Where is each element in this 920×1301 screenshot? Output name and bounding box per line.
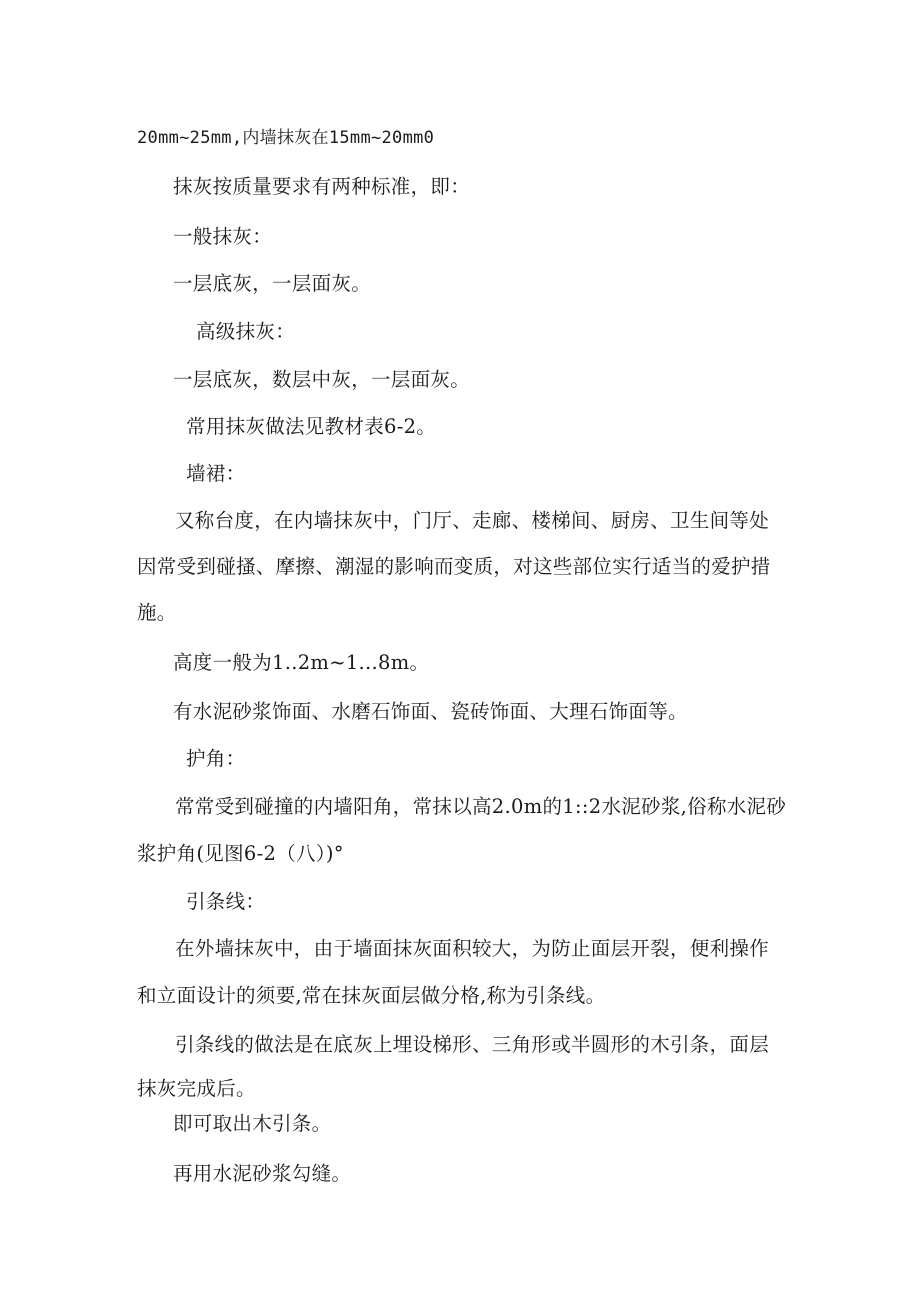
- text-line-2: 抹灰按质量要求有两种标准，即：: [173, 175, 471, 198]
- text-line-9: 又称台度，在内墙抹灰中，门厅、走廊、楼梯间、厨房、卫生间等处: [175, 509, 770, 532]
- text-line-20: 引条线的做法是在底灰上埋设梯形、三角形或半圆形的木引条，面层: [175, 1033, 770, 1056]
- text-line-16: 浆护角(见图6-2（八）)°: [137, 842, 344, 865]
- text-line-11: 施。: [137, 601, 177, 624]
- text-line-8: 墙裙：: [186, 462, 246, 485]
- text-line-18: 在外墙抹灰中，由于墙面抹灰面积较大，为防止面层开裂，便利操作: [175, 937, 770, 960]
- text-line-13: 有水泥砂浆饰面、水磨石饰面、瓷砖饰面、大理石饰面等。: [173, 700, 688, 723]
- text-line-4: 一层底灰，一层面灰。: [173, 272, 372, 295]
- text-line-14: 护角：: [186, 747, 246, 770]
- text-line-12: 高度一般为1..2m~1...8m。: [173, 651, 430, 674]
- text-line-5: 高级抹灰：: [196, 320, 296, 343]
- text-line-19: 和立面设计的须要,常在抹灰面层做分格,称为引条线。: [137, 984, 606, 1007]
- text-line-10: 因常受到碰搔、摩擦、潮湿的影响而变质，对这些部位实行适当的爱护措: [137, 555, 771, 578]
- text-line-22: 即可取出木引条。: [173, 1112, 332, 1135]
- text-line-17: 引条线：: [186, 890, 266, 913]
- text-line-15: 常常受到碰撞的内墙阳角，常抹以高2.0m的1::2水泥砂浆,俗称水泥砂: [175, 795, 787, 818]
- text-line-7: 常用抹灰做法见教材表6-2。: [186, 415, 437, 438]
- text-line-1: 20mm~25mm,内墙抹灰在15mm~20mm0: [137, 128, 435, 148]
- text-line-21: 抹灰完成后。: [137, 1077, 256, 1100]
- text-line-6: 一层底灰，数层中灰，一层面灰。: [173, 368, 471, 391]
- text-line-3: 一般抹灰：: [173, 225, 273, 248]
- text-line-23: 再用水泥砂浆勾缝。: [173, 1162, 352, 1185]
